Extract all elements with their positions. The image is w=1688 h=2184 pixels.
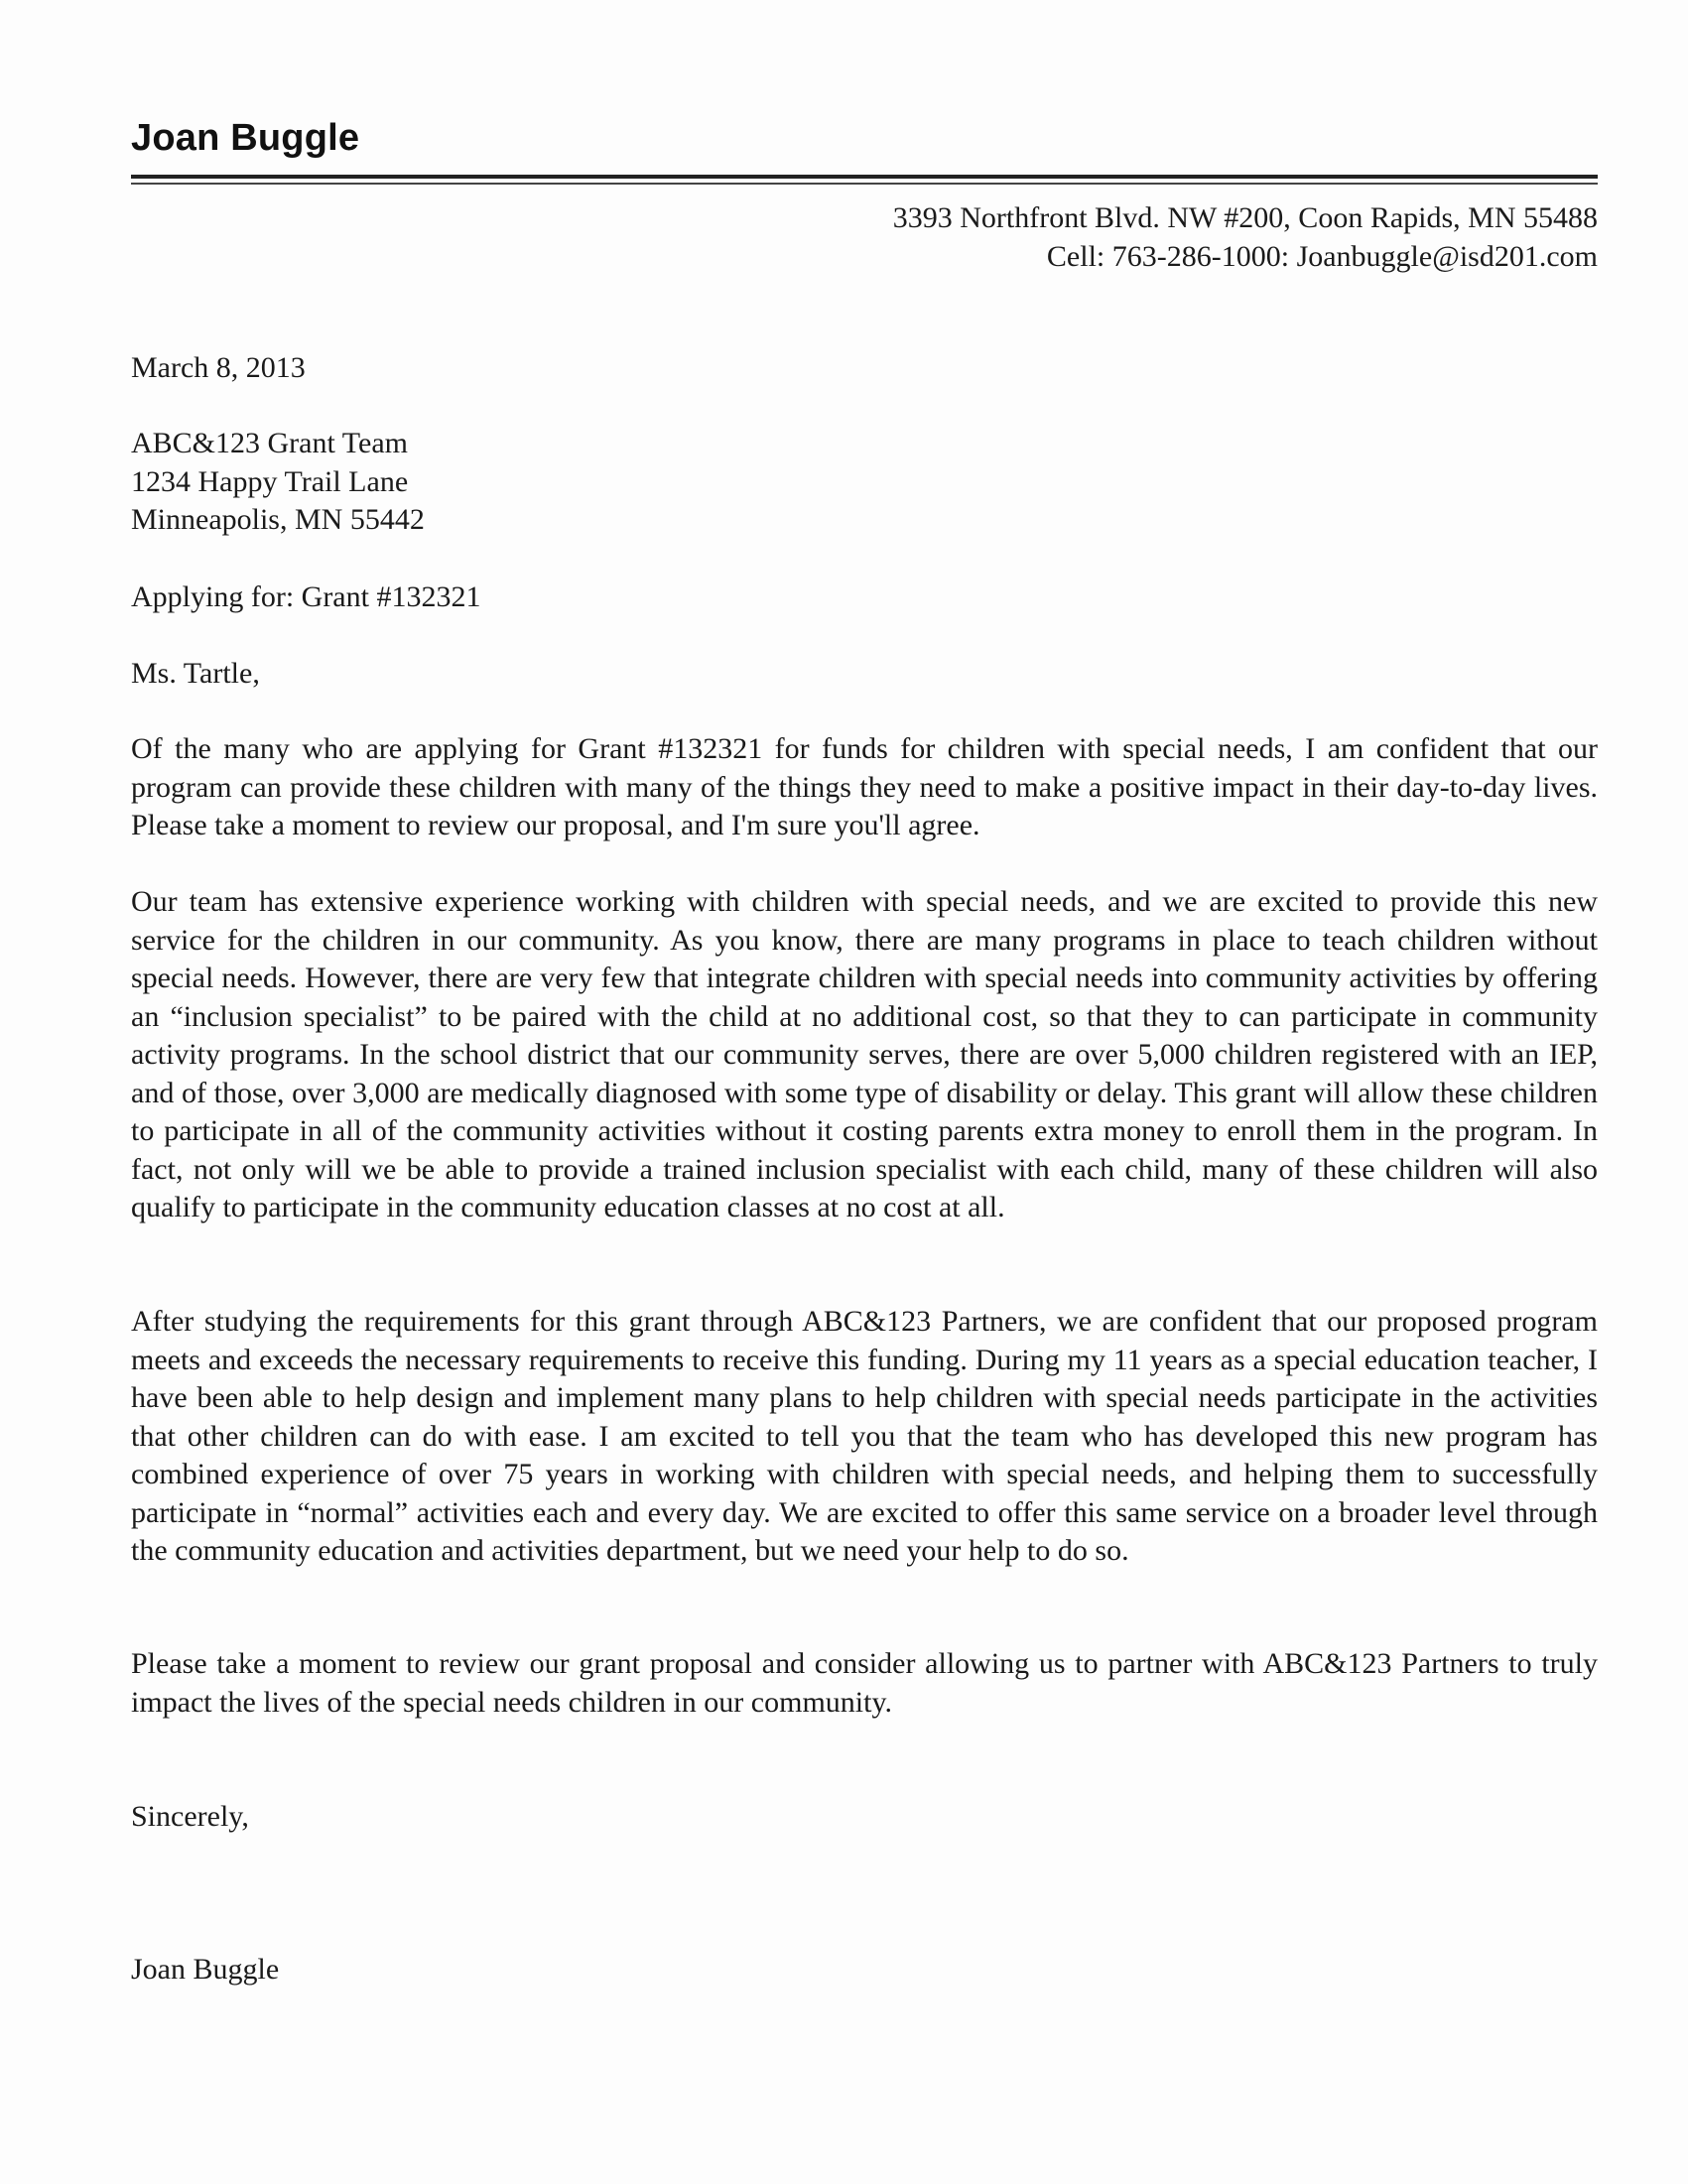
letterhead-rule-thick xyxy=(131,175,1598,179)
letterhead-address: 3393 Northfront Blvd. NW #200, Coon Rapids, MN 55488 xyxy=(892,201,1598,234)
letterhead-name: Joan Buggle xyxy=(131,117,360,159)
paragraph-4: Please take a moment to review our grant proposal and consider allowing us to partner with ABC&123 Partners to truly impact the lives of the special needs children in our community. xyxy=(131,1647,1598,1719)
closing: Sincerely, xyxy=(131,1800,249,1833)
letterhead-rule-thin xyxy=(131,183,1598,185)
salutation: Ms. Tartle, xyxy=(131,657,260,690)
subject-line: Applying for: Grant #132321 xyxy=(131,580,481,613)
letterhead-phone-email: Cell: 763-286-1000: Joanbuggle@isd201.com xyxy=(1046,240,1598,273)
paragraph-1: Of the many who are applying for Grant #132321 for funds for children with special needs, I am confident that our program can provide these children with many of the things they need to make a positive impact in their day-to-day lives. Please take a moment to review our proposal, and I'm sure you'll agree. xyxy=(131,732,1598,841)
recipient-city-state-zip: Minneapolis, MN 55442 xyxy=(131,503,425,536)
recipient-street: 1234 Happy Trail Lane xyxy=(131,464,409,498)
letterhead-contact xyxy=(893,198,1598,276)
recipient-organization: ABC&123 Grant Team xyxy=(131,427,408,459)
paragraph-3: After studying the requirements for this grant through ABC&123 Partners, we are confident that our proposed program meets and exceeds the necessary requirements to receive this funding. During my 11 years as a special education teacher, I have been able to help design and implement many plans to help children with special needs participate in the activities that other children can do with ease. I am excited to tell you that the team who has developed this new program has combined experience of over 75 years in working with children with special needs, and helping them to successfully participate in “normal” activities each and every day. We are excited to offer this same service on a broader level through the community education and activities department, but we need your help to do so. xyxy=(131,1305,1598,1567)
paragraph-2: Our team has extensive experience working with children with special needs, and we are excited to provide this new service for the children in our community. As you know, there are many programs in place to teach children without special needs. However, there are very few that integrate children with special needs into community activities by offering an “inclusion specialist” to be paired with the child at no additional cost, so that they to can participate in community activity programs. In the school district that our community serves, there are over 5,000 children registered with an IEP, and of those, over 3,000 are medically diagnosed with some type of disability or delay. This grant will allow these children to participate in all of the community activities without it costing parents extra money to enroll them in the program. In fact, not only will we be able to provide a trained inclusion specialist with each child, many of these children will also qualify to participate in the community education classes at no cost at all. xyxy=(131,885,1598,1223)
signature-name: Joan Buggle xyxy=(131,1953,280,1986)
letter-date: March 8, 2013 xyxy=(131,351,306,384)
recipient-block xyxy=(131,425,1598,540)
